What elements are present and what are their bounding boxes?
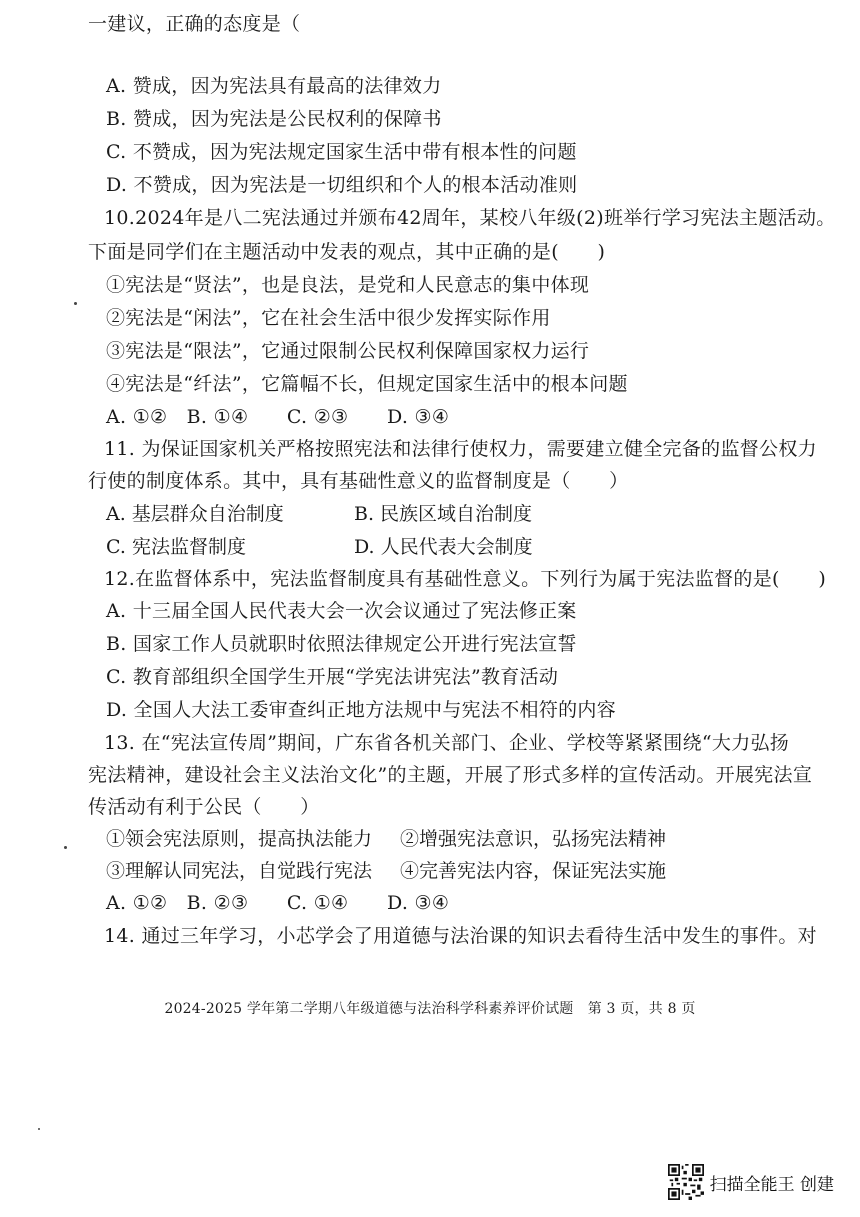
q13-statement-2: ②增强宪法意识，弘扬宪法精神 bbox=[400, 828, 667, 850]
scan-speck bbox=[64, 846, 67, 849]
scanner-watermark bbox=[668, 1164, 834, 1200]
question-13-stem: 13. 在“宪法宣传周”期间，广东省各机关部门、企业、学校等紧紧围绕“大力弘扬 bbox=[104, 732, 790, 754]
q13-statement-3: ③理解认同宪法，自觉践行宪法 bbox=[106, 860, 373, 882]
q10-options: A. ①② B. ①④ C. ②③ D. ③④ bbox=[106, 406, 450, 428]
scan-speck bbox=[74, 302, 77, 305]
q12-option-a: A. 十三届全国人民代表大会一次会议通过了宪法修正案 bbox=[106, 600, 577, 622]
q10-statement-4: ④宪法是“纤法”，它篇幅不长，但规定国家生活中的根本问题 bbox=[106, 373, 628, 395]
q11-option-c: C. 宪法监督制度 bbox=[106, 536, 246, 558]
q10-statement-1: ①宪法是“贤法”，也是良法，是党和人民意志的集中体现 bbox=[106, 274, 590, 296]
q13-statement-1: ①领会宪法原则，提高执法能力 bbox=[106, 828, 373, 850]
q12-option-c: C. 教育部组织全国学生开展“学宪法讲宪法”教育活动 bbox=[106, 666, 559, 688]
question-10-stem-cont: 下面是同学们在主题活动中发表的观点，其中正确的是( ) bbox=[88, 241, 606, 263]
question-13-stem-end: 传活动有利于公民（ ） bbox=[88, 796, 320, 818]
scan-speck bbox=[38, 1128, 40, 1130]
q10-statement-2: ②宪法是“闲法”，它在社会生活中很少发挥实际作用 bbox=[106, 307, 551, 329]
page-footer: 2024-2025 学年第二学期八年级道德与法治科学科素养评价试题 第 3 页，共 8 页 bbox=[164, 1001, 696, 1017]
question-12-stem: 12.在监督体系中，宪法监督制度具有基础性意义。下列行为属于宪法监督的是( ) bbox=[104, 568, 827, 590]
q12-option-d: D. 全国人大法工委审查纠正地方法规中与宪法不相符的内容 bbox=[106, 699, 617, 721]
q9-option-a: A. 赞成，因为宪法具有最高的法律效力 bbox=[106, 75, 442, 97]
question-9-stem-tail: 一建议，正确的态度是（ bbox=[88, 13, 301, 35]
q13-options: A. ①② B. ②③ C. ①④ D. ③④ bbox=[106, 892, 450, 914]
question-11-stem: 11. 为保证国家机关严格按照宪法和法律行使权力，需要建立健全完备的监督公权力 bbox=[104, 438, 817, 460]
question-11-stem-cont: 行使的制度体系。其中，具有基础性意义的监督制度是（ ） bbox=[88, 470, 629, 492]
watermark-label: 扫描全能王 创建 bbox=[709, 1174, 834, 1195]
q12-option-b: B. 国家工作人员就职时依照法律规定公开进行宪法宣誓 bbox=[106, 633, 577, 655]
q10-statement-3: ③宪法是“限法”，它通过限制公民权利保障国家权力运行 bbox=[106, 340, 590, 362]
question-10-stem: 10.2024年是八二宪法通过并颁布42周年，某校八年级(2)班举行学习宪法主题活动。 bbox=[104, 207, 836, 229]
question-14-stem: 14. 通过三年学习，小芯学会了用道德与法治课的知识去看待生活中发生的事件。对 bbox=[104, 925, 817, 947]
q9-option-c: C. 不赞成，因为宪法规定国家生活中带有根本性的问题 bbox=[106, 141, 577, 163]
q11-option-d: D. 人民代表大会制度 bbox=[354, 536, 533, 558]
question-13-stem-cont: 宪法精神，建设社会主义法治文化”的主题，开展了形式多样的宣传活动。开展宪法宣 bbox=[88, 764, 813, 786]
q9-option-b: B. 赞成，因为宪法是公民权利的保障书 bbox=[106, 108, 442, 130]
q9-option-d: D. 不赞成，因为宪法是一切组织和个人的根本活动准则 bbox=[106, 174, 578, 196]
qr-code-icon bbox=[668, 1164, 704, 1200]
q13-statement-4: ④完善宪法内容，保证宪法实施 bbox=[400, 860, 667, 882]
q11-option-b: B. 民族区域自治制度 bbox=[354, 503, 533, 525]
q11-option-a: A. 基层群众自治制度 bbox=[106, 503, 284, 525]
